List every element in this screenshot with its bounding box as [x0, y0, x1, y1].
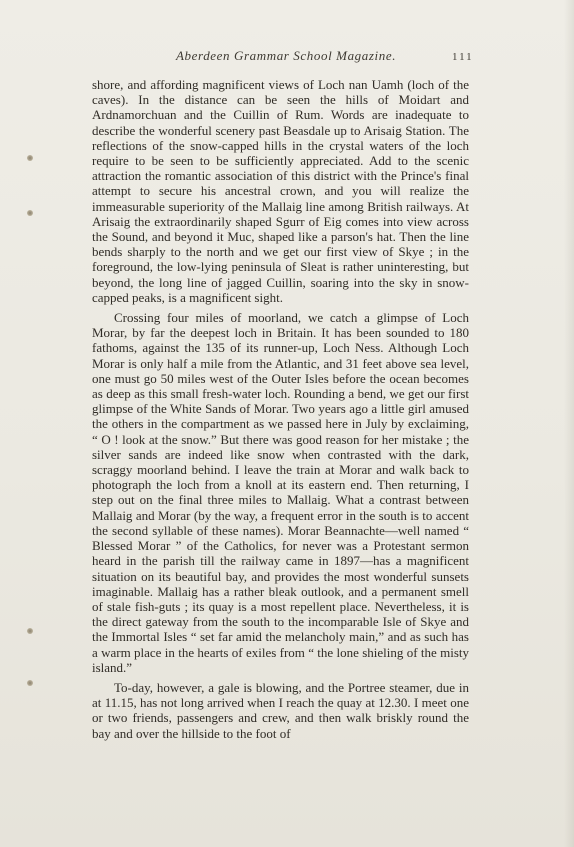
page-edge-shadow: [564, 0, 574, 847]
article-body: [92, 77, 469, 746]
paragraph-3: To-day, however, a gale is blowing, and the Portree steamer, due in at 11.15, has not long arrived when I reach the quay at 12.30. I meet one or two friends, passengers and crew, and then walk briskly round the bay and over the hillside to the foot of: [92, 679, 469, 741]
paragraph-2: Crossing four miles of moorland, we catch a glimpse of Loch Morar, by far the deepest loch in Britain. It has been sounded to 180 fathoms, against the 135 of its runner-up, Loch Ness. Although Loch Morar is only half a mile from the Atlantic, and 31 feet above sea level, one must go 50 miles west of the Outer Isles before the ocean becomes as deep as this small fresh-water loch. Rounding a bend, we get our first glimpse of the White Sands of Morar. Two years ago a little girl amused the others in the compartment as we passed here in July by exclaiming, “ O ! look at the snow.” But there was good reason for her mistake ; the silver sands are indeed like snow when contrasted with the dark, scraggy moorland behind. I leave the train at Morar and walk back to photograph the loch from a knoll at its eastern end. Then returning, I step out on the final three miles to Mallaig. What a contrast between Mallaig and Morar (by the way, a frequent error in the south is to accent the second syllable of these names). Morar Beannachte—well named “ Blessed Morar ” of the Catholics, for never was a Protestant sermon heard in the parish till the railway came in 1897—has a magnificent situation on its beautiful bay, and provides the most wonderful sunsets imaginable. Mallaig has a rather bleak outlook, and a permanent smell of stale fish-guts ; its quay is a most repellent place. Nevertheless, it is the direct gateway from the south to the incomparable Isle of Skye and the Immortal Isles “ set far amid the melancholy main,” and as such has a warm place in the hearts of exiles from “ the lone shieling of the misty island.”: [92, 310, 469, 675]
page-header: [0, 48, 574, 68]
binding-hole-1: [27, 155, 33, 161]
running-title: Aberdeen Grammar School Magazine.: [176, 48, 397, 63]
binding-hole-3: [27, 628, 33, 634]
binding-hole-2: [27, 210, 33, 216]
paragraph-1: shore, and affording magnificent views of Loch nan Uamh (loch of the caves). In the distance can be seen the hills of Moidart and Ardnamorchuan and the Cuillin of Rum. Words are inadequate to describe the wonderful scenery past Beasdale up to Arisaig Station. The reflections of the snow-capped hills in the crystal waters of the loch require to be seen to be sufficiently appreciated. Add to the scenic attraction the romantic association of this district with the Prince's final attempt to secure his ancestral crown, and you will realize the immeasurable superiority of the Mallaig line among British railways. At Arisaig the extraordinarily shaped Sgurr of Eig comes into view across the Sound, and beyond it Muc, shaped like a parson's hat. Then the line bends sharply to the north and we get our first view of Skye ; in the foreground, the low-lying peninsula of Sleat is rather uninteresting, but beyond, the long line of jagged Cuillin, soaring into the sky in snow-capped peaks, is a magnificent sight.: [92, 77, 469, 305]
page-number: 111: [452, 51, 474, 63]
binding-hole-4: [27, 680, 33, 686]
